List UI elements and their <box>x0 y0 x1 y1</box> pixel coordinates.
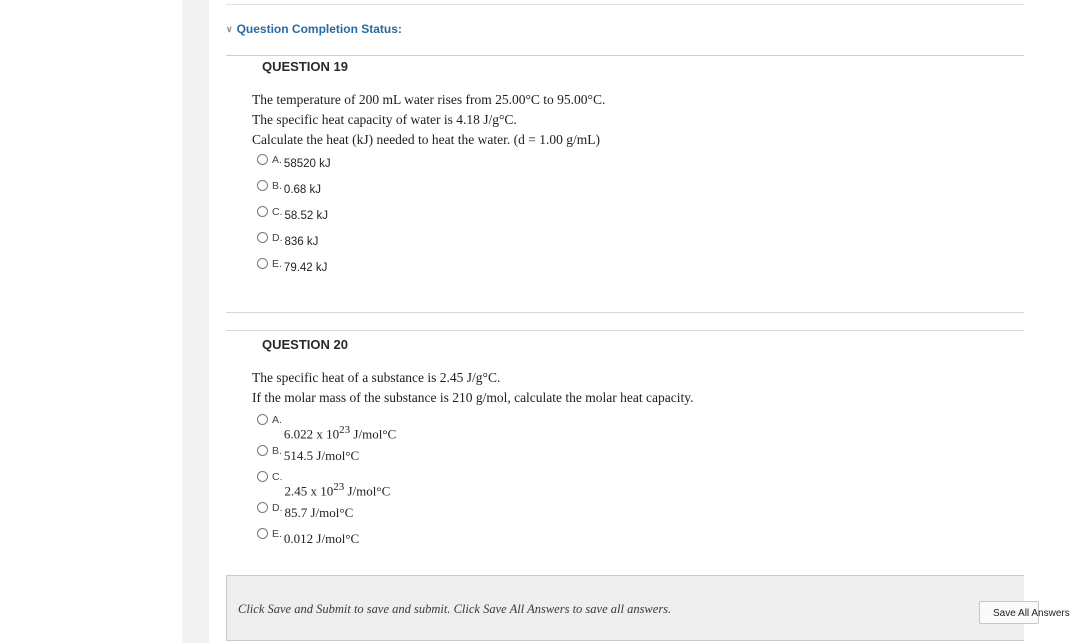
left-rail <box>182 0 209 643</box>
option-letter: A. <box>272 414 282 426</box>
radio-button[interactable] <box>257 502 268 513</box>
option-text-base: 6.022 x 10 <box>283 426 340 442</box>
q19-option-c[interactable] <box>257 206 328 222</box>
question-text-line: The specific heat capacity of water is 4.18 J/g°C. <box>252 112 517 127</box>
option-letter: D. <box>272 232 283 244</box>
option-text-unit: J/mol°C <box>350 426 397 442</box>
question-text-line: The temperature of 200 mL water rises from 25.00°C to 95.00°C. <box>252 92 606 107</box>
question-text-line: Calculate the heat (kJ) needed to heat the water. (d = 1.00 g/mL) <box>252 132 600 147</box>
chevron-down-icon: ∨ <box>226 23 233 34</box>
option-text-unit: J/mol°C <box>344 483 391 499</box>
option-exponent: 23 <box>333 481 345 493</box>
q20-option-a[interactable] <box>257 414 396 442</box>
question-text-line: The specific heat of a substance is 2.45 J/g°C. <box>252 370 501 385</box>
option-text: 85.7 J/mol°C <box>284 505 354 520</box>
save-all-answers-button[interactable]: Save All Answers <box>979 601 1039 624</box>
option-text: 0.012 J/mol°C <box>283 531 360 546</box>
option-text: 836 kJ <box>284 236 319 248</box>
question-divider <box>226 312 1024 313</box>
question-19-heading: QUESTION 19 <box>262 59 348 74</box>
question-divider <box>226 330 1024 331</box>
radio-button[interactable] <box>257 232 268 243</box>
option-text: 79.42 kJ <box>283 262 328 274</box>
radio-button[interactable] <box>257 180 268 191</box>
option-text <box>285 481 391 499</box>
q19-option-b[interactable] <box>257 180 321 196</box>
option-text: 58.52 kJ <box>284 210 328 222</box>
radio-button[interactable] <box>257 206 268 217</box>
completion-status-label: Question Completion Status: <box>236 22 402 36</box>
completion-status-toggle[interactable] <box>226 22 402 36</box>
q20-option-c[interactable] <box>257 471 390 499</box>
q19-option-e[interactable] <box>257 258 327 274</box>
option-letter: D. <box>272 502 283 514</box>
q20-option-b[interactable] <box>257 445 359 464</box>
radio-button[interactable] <box>257 528 268 539</box>
radio-button[interactable] <box>257 414 268 425</box>
option-text-base: 2.45 x 10 <box>284 483 334 499</box>
option-letter: E. <box>272 258 282 270</box>
radio-button[interactable] <box>257 258 268 269</box>
radio-button[interactable] <box>257 445 268 456</box>
option-letter: C. <box>272 471 283 483</box>
radio-button[interactable] <box>257 471 268 482</box>
completion-status-bar <box>226 5 1024 56</box>
q20-option-e[interactable] <box>257 528 359 547</box>
radio-button[interactable] <box>257 154 268 165</box>
q19-option-d[interactable] <box>257 232 318 248</box>
q19-option-a[interactable] <box>257 154 331 170</box>
option-text: 514.5 J/mol°C <box>283 448 360 463</box>
option-letter: B. <box>272 445 282 457</box>
option-text: 0.68 kJ <box>283 184 321 196</box>
option-letter: E. <box>272 528 282 540</box>
option-text <box>284 424 396 442</box>
question-19-text <box>252 90 605 150</box>
question-20-text <box>252 368 693 408</box>
submit-footer <box>226 575 1070 641</box>
option-letter: C. <box>272 206 283 218</box>
option-text: 58520 kJ <box>283 158 331 170</box>
option-exponent: 23 <box>339 424 351 436</box>
option-letter: A. <box>272 154 282 166</box>
submit-instructions: Click Save and Submit to save and submit. Click Save All Answers to save all answers. <box>238 602 672 616</box>
option-letter: B. <box>272 180 282 192</box>
question-20-heading: QUESTION 20 <box>262 337 348 352</box>
q20-option-d[interactable] <box>257 502 353 521</box>
question-text-line: If the molar mass of the substance is 210 g/mol, calculate the molar heat capacity. <box>252 390 694 405</box>
